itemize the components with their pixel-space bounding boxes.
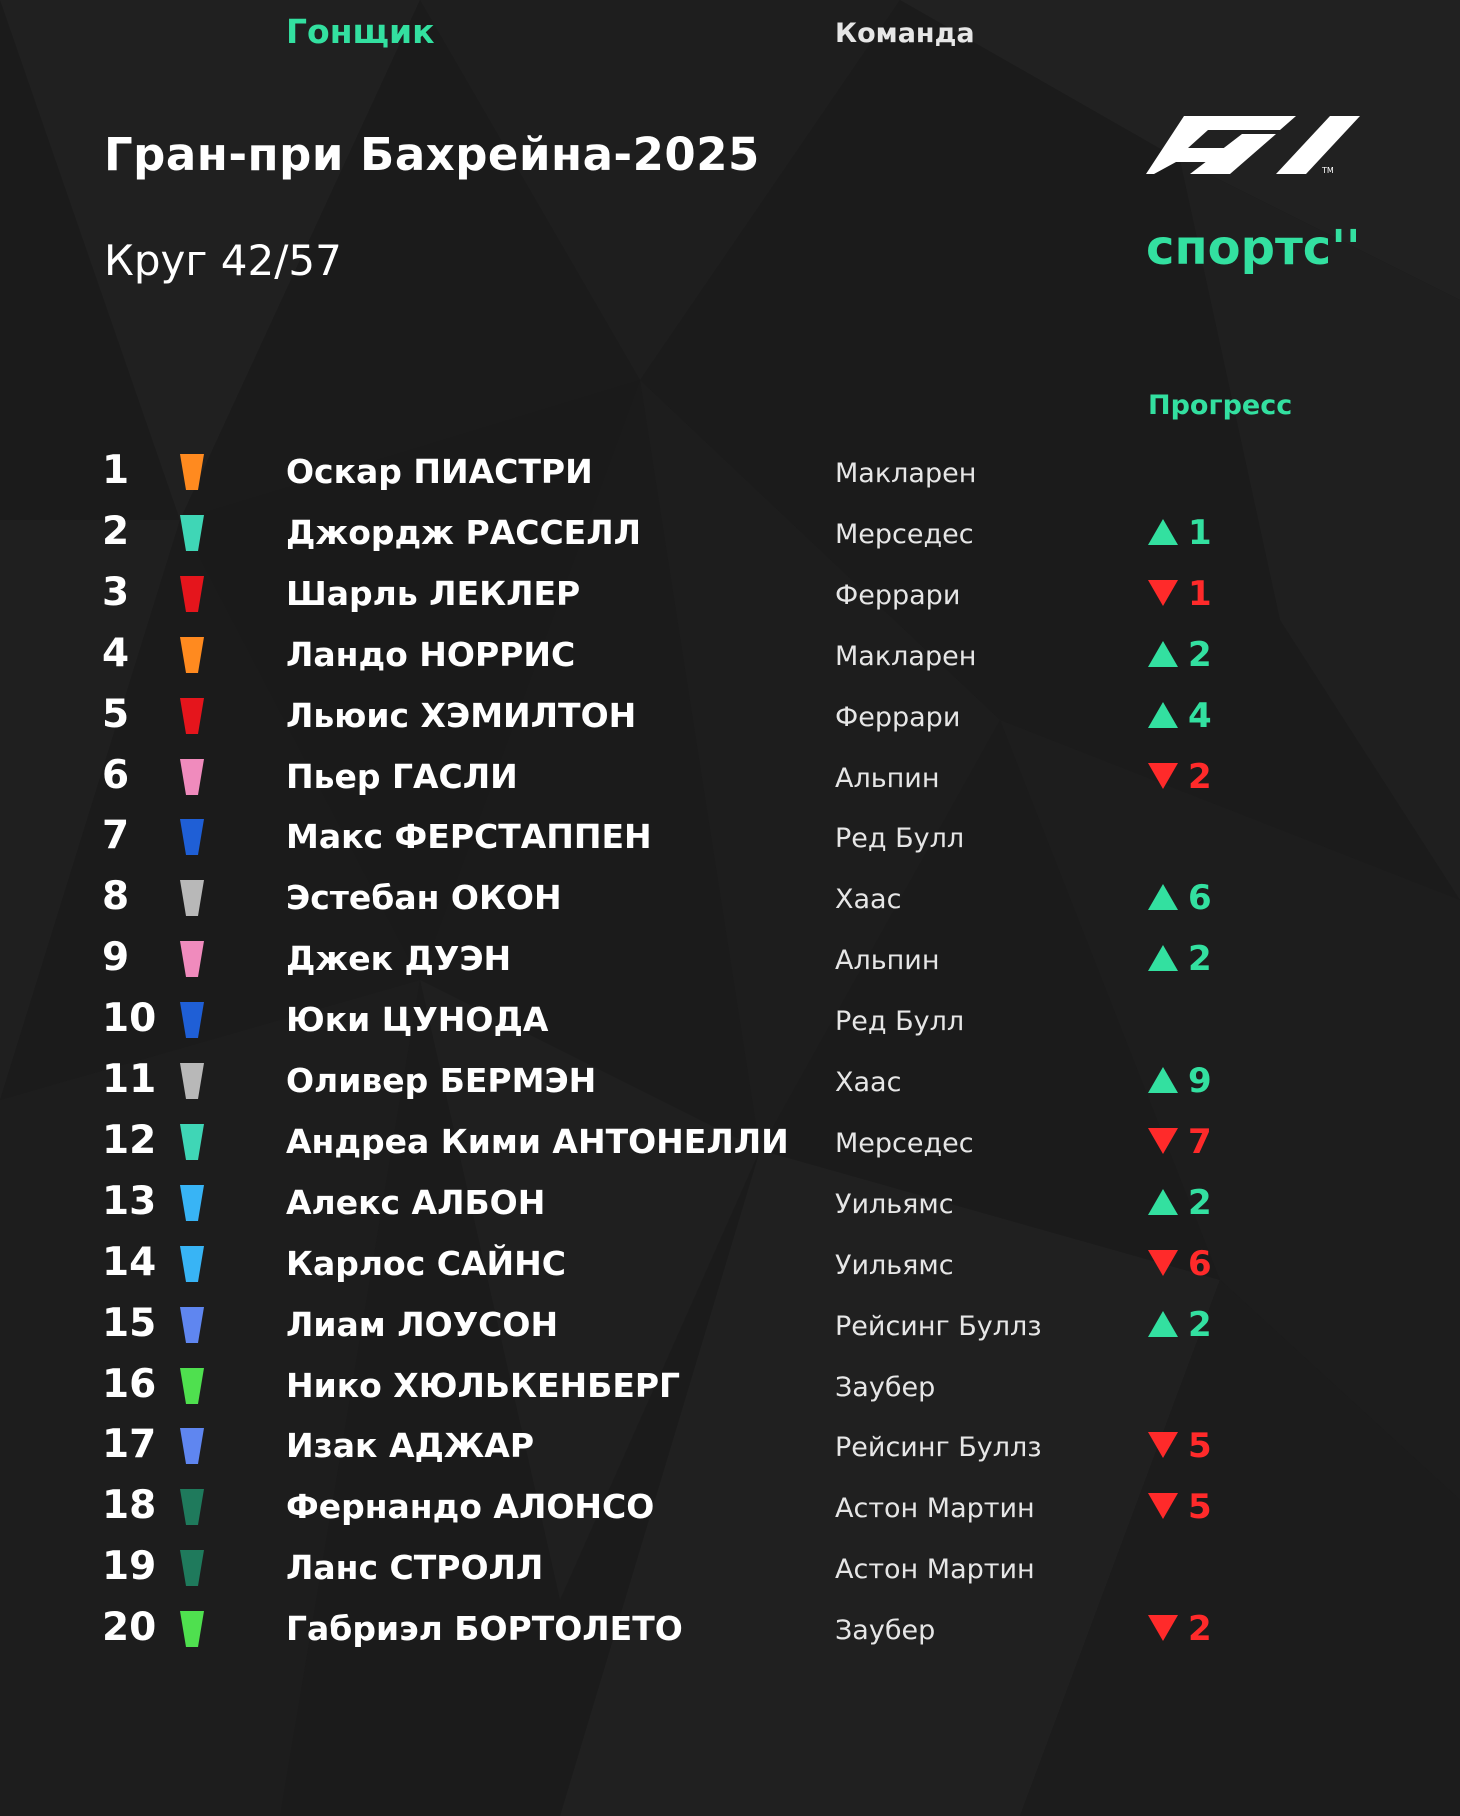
arrow-down-icon (1148, 1128, 1178, 1154)
position-number: 7 (102, 813, 130, 858)
arrow-down-icon (1148, 1493, 1178, 1519)
position-number: 5 (102, 692, 130, 737)
arrow-down-icon (1148, 763, 1178, 789)
arrow-down-icon (1148, 580, 1178, 606)
team-color-stripe-icon (180, 1428, 204, 1464)
arrow-down-icon (1148, 1615, 1178, 1641)
arrow-up-icon (1148, 1311, 1178, 1337)
position-change (1148, 513, 1212, 553)
driver-name: Лиам ЛОУСОН (286, 1305, 559, 1344)
table-row (0, 623, 1460, 683)
driver-name: Нико ХЮЛЬКЕНБЕРГ (286, 1366, 681, 1405)
table-row (0, 1293, 1460, 1353)
team-color-stripe-icon (180, 1002, 204, 1038)
position-change-value: 6 (1188, 1244, 1212, 1284)
position-number: 18 (102, 1483, 157, 1528)
team-name: Феррари (835, 702, 961, 733)
arrow-up-icon (1148, 519, 1178, 545)
position-change-value: 2 (1188, 1183, 1212, 1223)
table-row (0, 866, 1460, 926)
position-number: 12 (102, 1118, 157, 1163)
position-change-value: 5 (1188, 1426, 1212, 1466)
page-title: Гран-при Бахрейна-2025 (104, 128, 760, 181)
driver-name: Пьер ГАСЛИ (286, 757, 518, 796)
table-row (0, 1354, 1460, 1414)
position-change-value: 5 (1188, 1487, 1212, 1527)
team-name: Рейсинг Буллз (835, 1311, 1042, 1342)
team-name: Астон Мартин (835, 1554, 1035, 1585)
team-color-stripe-icon (180, 1246, 204, 1282)
f1-logo-icon (1146, 116, 1360, 174)
team-color-stripe-icon (180, 576, 204, 612)
position-number: 3 (102, 570, 130, 615)
driver-name: Юки ЦУНОДА (286, 1000, 549, 1039)
position-number: 20 (102, 1605, 157, 1650)
column-header-team: Команда (835, 18, 975, 49)
position-change-value: 4 (1188, 696, 1212, 736)
position-number: 17 (102, 1422, 157, 1467)
table-row (0, 1110, 1460, 1170)
lap-counter: Круг 42/57 (104, 236, 342, 285)
table-row (0, 1414, 1460, 1474)
table-row (0, 805, 1460, 865)
position-change (1148, 1122, 1212, 1162)
position-change (1148, 757, 1212, 797)
position-change (1148, 1305, 1212, 1345)
position-number: 13 (102, 1179, 157, 1224)
f1-trademark: TM (1322, 166, 1334, 174)
driver-name: Габриэл БОРТОЛЕТО (286, 1609, 683, 1648)
position-change-value: 2 (1188, 939, 1212, 979)
position-number: 15 (102, 1301, 157, 1346)
table-row (0, 1475, 1460, 1535)
team-name: Хаас (835, 884, 902, 915)
position-change (1148, 878, 1212, 918)
position-change (1148, 635, 1212, 675)
team-name: Макларен (835, 641, 977, 672)
table-row (0, 684, 1460, 744)
position-change (1148, 1487, 1212, 1527)
arrow-up-icon (1148, 1067, 1178, 1093)
team-name: Мерседес (835, 519, 974, 550)
driver-name: Льюис ХЭМИЛТОН (286, 696, 637, 735)
position-number: 16 (102, 1362, 157, 1407)
team-name: Рейсинг Буллз (835, 1432, 1042, 1463)
position-change-value: 2 (1188, 1305, 1212, 1345)
driver-name: Оливер БЕРМЭН (286, 1061, 597, 1100)
team-color-stripe-icon (180, 454, 204, 490)
position-number: 8 (102, 874, 130, 919)
position-change (1148, 1426, 1212, 1466)
team-name: Заубер (835, 1372, 936, 1403)
position-change-value: 2 (1188, 1609, 1212, 1649)
position-number: 1 (102, 448, 130, 493)
position-number: 6 (102, 753, 130, 798)
arrow-up-icon (1148, 945, 1178, 971)
table-row (0, 440, 1460, 500)
position-number: 2 (102, 509, 130, 554)
team-name: Хаас (835, 1067, 902, 1098)
position-change-value: 1 (1188, 574, 1212, 614)
driver-name: Джордж РАССЕЛЛ (286, 513, 642, 552)
team-name: Ред Булл (835, 1006, 965, 1037)
driver-name: Ландо НОРРИС (286, 635, 576, 674)
position-change-value: 6 (1188, 878, 1212, 918)
table-row (0, 1171, 1460, 1231)
team-name: Уильямс (835, 1250, 954, 1281)
position-number: 9 (102, 935, 130, 980)
position-change (1148, 696, 1212, 736)
position-change (1148, 1244, 1212, 1284)
driver-name: Эстебан ОКОН (286, 878, 562, 917)
driver-name: Алекс АЛБОН (286, 1183, 546, 1222)
driver-name: Фернандо АЛОНСО (286, 1487, 655, 1526)
team-color-stripe-icon (180, 759, 204, 795)
team-color-stripe-icon (180, 880, 204, 916)
team-color-stripe-icon (180, 698, 204, 734)
sports-logo-text: спортс'' (1146, 220, 1361, 276)
driver-name: Карлос САЙНС (286, 1244, 566, 1283)
team-color-stripe-icon (180, 819, 204, 855)
driver-name: Джек ДУЭН (286, 939, 512, 978)
team-name: Феррари (835, 580, 961, 611)
team-color-stripe-icon (180, 941, 204, 977)
team-color-stripe-icon (180, 1185, 204, 1221)
column-header-driver: Гонщик (286, 12, 435, 51)
position-change (1148, 574, 1212, 614)
team-color-stripe-icon (180, 637, 204, 673)
team-name: Мерседес (835, 1128, 974, 1159)
position-number: 14 (102, 1240, 157, 1285)
driver-name: Оскар ПИАСТРИ (286, 452, 593, 491)
arrow-up-icon (1148, 641, 1178, 667)
arrow-up-icon (1148, 884, 1178, 910)
driver-name: Шарль ЛЕКЛЕР (286, 574, 581, 613)
table-row (0, 1536, 1460, 1596)
team-name: Ред Булл (835, 823, 965, 854)
team-name: Альпин (835, 945, 940, 976)
position-change (1148, 939, 1212, 979)
team-color-stripe-icon (180, 1550, 204, 1586)
team-color-stripe-icon (180, 1307, 204, 1343)
sports-logo (1146, 220, 1376, 280)
team-name: Уильямс (835, 1189, 954, 1220)
driver-name: Изак АДЖАР (286, 1426, 534, 1465)
team-color-stripe-icon (180, 1489, 204, 1525)
position-change-value: 9 (1188, 1061, 1212, 1101)
position-change-value: 7 (1188, 1122, 1212, 1162)
position-change (1148, 1609, 1212, 1649)
table-row (0, 1597, 1460, 1657)
driver-name: Макс ФЕРСТАППЕН (286, 817, 652, 856)
team-color-stripe-icon (180, 515, 204, 551)
position-change-value: 2 (1188, 757, 1212, 797)
table-row (0, 927, 1460, 987)
position-number: 11 (102, 1057, 157, 1102)
team-color-stripe-icon (180, 1611, 204, 1647)
arrow-up-icon (1148, 702, 1178, 728)
arrow-down-icon (1148, 1250, 1178, 1276)
team-name: Заубер (835, 1615, 936, 1646)
arrow-down-icon (1148, 1432, 1178, 1458)
position-change (1148, 1183, 1212, 1223)
column-header-progress: Прогресс (1148, 390, 1293, 421)
table-row (0, 1049, 1460, 1109)
team-name: Альпин (835, 763, 940, 794)
table-row (0, 988, 1460, 1048)
position-change-value: 1 (1188, 513, 1212, 553)
arrow-up-icon (1148, 1189, 1178, 1215)
table-row (0, 501, 1460, 561)
team-name: Макларен (835, 458, 977, 489)
position-number: 10 (102, 996, 157, 1041)
team-color-stripe-icon (180, 1063, 204, 1099)
driver-name: Андреа Кими АНТОНЕЛЛИ (286, 1122, 789, 1161)
table-row (0, 1232, 1460, 1292)
team-name: Астон Мартин (835, 1493, 1035, 1524)
position-number: 4 (102, 631, 130, 676)
position-change (1148, 1061, 1212, 1101)
team-color-stripe-icon (180, 1124, 204, 1160)
team-color-stripe-icon (180, 1368, 204, 1404)
driver-name: Ланс СТРОЛЛ (286, 1548, 544, 1587)
position-change-value: 2 (1188, 635, 1212, 675)
position-number: 19 (102, 1544, 157, 1589)
table-row (0, 745, 1460, 805)
table-row (0, 562, 1460, 622)
